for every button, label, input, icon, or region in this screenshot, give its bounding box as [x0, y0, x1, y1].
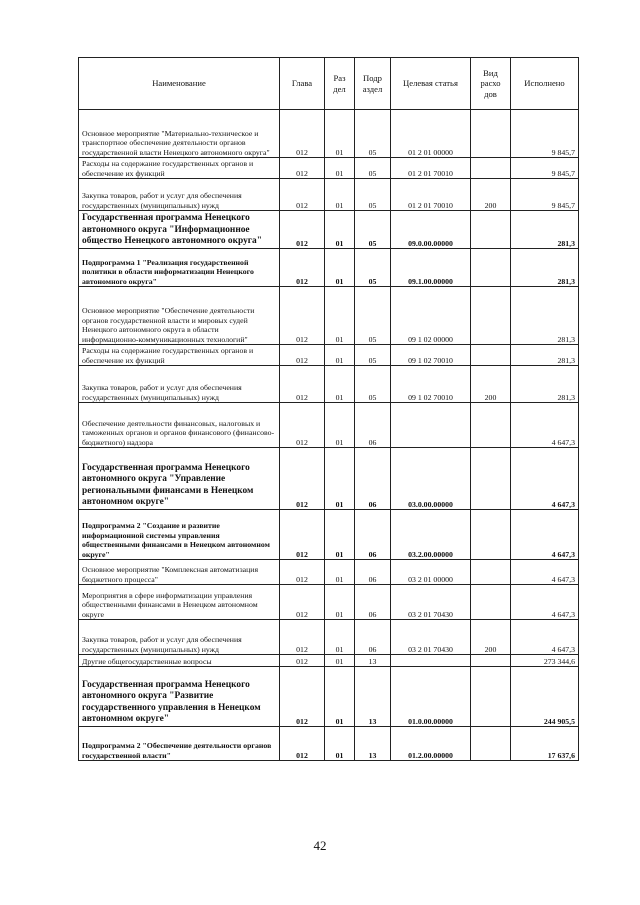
cell-name: Другие общегосударственные вопросы: [79, 655, 280, 667]
cell-name: Обеспечение деятельности финансовых, налоговых и таможенных органов и органов финансового (финансово-бюджетного) надзора: [79, 403, 280, 448]
cell-amount: 4 647,3: [511, 510, 579, 560]
table-row: [79, 620, 579, 655]
header-razdel: Раз дел: [325, 58, 355, 110]
cell-razdel: 01: [325, 158, 355, 179]
table-row: [79, 667, 579, 727]
cell-glava: 012: [280, 366, 325, 403]
table-row: [79, 510, 579, 560]
cell-vid: 200: [471, 179, 511, 211]
cell-name: Основное мероприятие "Обеспечение деятельности органов государственной власти и мировых судей Ненецкого автономного округа в области информационно-коммуникационных технологий": [79, 287, 280, 345]
table-row: [79, 403, 579, 448]
cell-amount: 281,3: [511, 345, 579, 366]
cell-razdel: 01: [325, 585, 355, 620]
cell-glava: 012: [280, 510, 325, 560]
cell-statya: 03 2 01 70430: [391, 620, 471, 655]
cell-name: Закупка товаров, работ и услуг для обеспечения государственных (муниципальных) нужд: [79, 179, 280, 211]
cell-podrazdel: 06: [355, 620, 391, 655]
cell-name: Расходы на содержание государственных органов и обеспечение их функций: [79, 158, 280, 179]
cell-amount: 4 647,3: [511, 620, 579, 655]
cell-vid: [471, 655, 511, 667]
cell-glava: 012: [280, 211, 325, 249]
cell-name: Основное мероприятие "Материально-техническое и транспортное обеспечение деятельности органов государственной власти Ненецкого автономного округа": [79, 110, 280, 158]
cell-glava: 012: [280, 620, 325, 655]
cell-glava: 012: [280, 403, 325, 448]
cell-statya: 09.0.00.00000: [391, 211, 471, 249]
cell-amount: 244 905,5: [511, 667, 579, 727]
cell-glava: 012: [280, 560, 325, 585]
cell-statya: 09 1 02 70010: [391, 366, 471, 403]
cell-razdel: 01: [325, 667, 355, 727]
table-header-row: [79, 58, 579, 110]
cell-razdel: 01: [325, 560, 355, 585]
cell-razdel: 01: [325, 510, 355, 560]
header-amount: Исполнено: [511, 58, 579, 110]
cell-razdel: 01: [325, 403, 355, 448]
cell-vid: [471, 287, 511, 345]
cell-vid: [471, 448, 511, 510]
cell-vid: [471, 110, 511, 158]
cell-podrazdel: 06: [355, 560, 391, 585]
cell-glava: 012: [280, 585, 325, 620]
header-name: Наименование: [79, 58, 280, 110]
table-row: [79, 179, 579, 211]
cell-podrazdel: 05: [355, 366, 391, 403]
cell-statya: [391, 655, 471, 667]
cell-razdel: 01: [325, 179, 355, 211]
cell-statya: 09 1 02 00000: [391, 287, 471, 345]
cell-amount: 273 344,6: [511, 655, 579, 667]
cell-vid: 200: [471, 366, 511, 403]
table-row: [79, 727, 579, 761]
header-statya: Целевая статья: [391, 58, 471, 110]
cell-name: Закупка товаров, работ и услуг для обеспечения государственных (муниципальных) нужд: [79, 620, 280, 655]
cell-statya: [391, 403, 471, 448]
cell-podrazdel: 05: [355, 179, 391, 211]
cell-statya: 03.2.00.00000: [391, 510, 471, 560]
cell-podrazdel: 05: [355, 110, 391, 158]
cell-vid: [471, 211, 511, 249]
cell-podrazdel: 06: [355, 510, 391, 560]
cell-name: Подпрограмма 2 "Создание и развитие информационной системы управления общественными финансами в Ненецком автономном округе": [79, 510, 280, 560]
cell-amount: 281,3: [511, 366, 579, 403]
header-vid: Вид расхо дов: [471, 58, 511, 110]
cell-vid: [471, 158, 511, 179]
cell-statya: 03 2 01 00000: [391, 560, 471, 585]
cell-amount: 9 845,7: [511, 110, 579, 158]
cell-razdel: 01: [325, 110, 355, 158]
cell-razdel: 01: [325, 366, 355, 403]
cell-vid: [471, 667, 511, 727]
cell-razdel: 01: [325, 345, 355, 366]
cell-name: Основное мероприятие "Комплексная автоматизация бюджетного процесса": [79, 560, 280, 585]
cell-podrazdel: 05: [355, 158, 391, 179]
cell-vid: 200: [471, 620, 511, 655]
cell-razdel: 01: [325, 211, 355, 249]
cell-name: Расходы на содержание государственных органов и обеспечение их функций: [79, 345, 280, 366]
cell-statya: 01 2 01 00000: [391, 110, 471, 158]
cell-razdel: 01: [325, 448, 355, 510]
table-row: [79, 110, 579, 158]
page-number: 42: [313, 838, 327, 853]
cell-podrazdel: 13: [355, 667, 391, 727]
cell-statya: 01.0.00.00000: [391, 667, 471, 727]
cell-razdel: 01: [325, 287, 355, 345]
table-row: [79, 211, 579, 249]
cell-amount: 4 647,3: [511, 560, 579, 585]
cell-vid: [471, 585, 511, 620]
cell-name: Подпрограмма 1 "Реализация государственной политики в области информатизации Ненецкого автономного округа": [79, 249, 280, 287]
cell-amount: 4 647,3: [511, 448, 579, 510]
header-glava: Глава: [280, 58, 325, 110]
cell-amount: 281,3: [511, 211, 579, 249]
cell-name: Подпрограмма 2 "Обеспечение деятельности органов государственной власти": [79, 727, 280, 761]
table-row: [79, 655, 579, 667]
table-row: [79, 249, 579, 287]
cell-amount: 281,3: [511, 287, 579, 345]
cell-podrazdel: 06: [355, 585, 391, 620]
cell-podrazdel: 06: [355, 403, 391, 448]
table-row: [79, 366, 579, 403]
cell-vid: [471, 249, 511, 287]
table-row: [79, 158, 579, 179]
cell-name: Государственная программа Ненецкого автономного округа "Информационное общество Ненецкого автономного округа": [79, 211, 280, 249]
cell-vid: [471, 403, 511, 448]
cell-razdel: 01: [325, 620, 355, 655]
cell-statya: 03.0.00.00000: [391, 448, 471, 510]
table-row: [79, 345, 579, 366]
cell-podrazdel: 05: [355, 345, 391, 366]
cell-glava: 012: [280, 179, 325, 211]
cell-statya: 01 2 01 70010: [391, 179, 471, 211]
cell-glava: 012: [280, 158, 325, 179]
table-row: [79, 287, 579, 345]
cell-statya: 09 1 02 70010: [391, 345, 471, 366]
header-podrazdel: Подр аздел: [355, 58, 391, 110]
cell-amount: 9 845,7: [511, 179, 579, 211]
cell-amount: 4 647,3: [511, 403, 579, 448]
cell-glava: 012: [280, 249, 325, 287]
cell-vid: [471, 560, 511, 585]
cell-glava: 012: [280, 667, 325, 727]
cell-glava: 012: [280, 655, 325, 667]
cell-statya: 09.1.00.00000: [391, 249, 471, 287]
cell-podrazdel: 05: [355, 211, 391, 249]
cell-podrazdel: 13: [355, 727, 391, 761]
cell-amount: 4 647,3: [511, 585, 579, 620]
cell-razdel: 01: [325, 249, 355, 287]
table-row: [79, 560, 579, 585]
cell-glava: 012: [280, 287, 325, 345]
cell-name: Мероприятия в сфере информатизации управления общественными финансами в Ненецком автономном округе: [79, 585, 280, 620]
cell-amount: 17 637,6: [511, 727, 579, 761]
cell-amount: 281,3: [511, 249, 579, 287]
cell-statya: 01 2 01 70010: [391, 158, 471, 179]
cell-razdel: 01: [325, 655, 355, 667]
cell-glava: 012: [280, 727, 325, 761]
cell-vid: [471, 345, 511, 366]
cell-podrazdel: 05: [355, 249, 391, 287]
cell-vid: [471, 510, 511, 560]
cell-name: Закупка товаров, работ и услуг для обеспечения государственных (муниципальных) нужд: [79, 366, 280, 403]
cell-vid: [471, 727, 511, 761]
cell-podrazdel: 13: [355, 655, 391, 667]
cell-name: Государственная программа Ненецкого автономного округа "Развитие государственного управления в Ненецком автономном округе": [79, 667, 280, 727]
cell-name: Государственная программа Ненецкого автономного округа "Управление региональными финансами в Ненецком автономном округе": [79, 448, 280, 510]
cell-amount: 9 845,7: [511, 158, 579, 179]
table-row: [79, 448, 579, 510]
budget-table: [78, 57, 579, 761]
table-row: [79, 585, 579, 620]
cell-glava: 012: [280, 110, 325, 158]
cell-statya: 03 2 01 70430: [391, 585, 471, 620]
cell-podrazdel: 06: [355, 448, 391, 510]
cell-glava: 012: [280, 345, 325, 366]
cell-statya: 01.2.00.00000: [391, 727, 471, 761]
cell-podrazdel: 05: [355, 287, 391, 345]
cell-glava: 012: [280, 448, 325, 510]
cell-razdel: 01: [325, 727, 355, 761]
